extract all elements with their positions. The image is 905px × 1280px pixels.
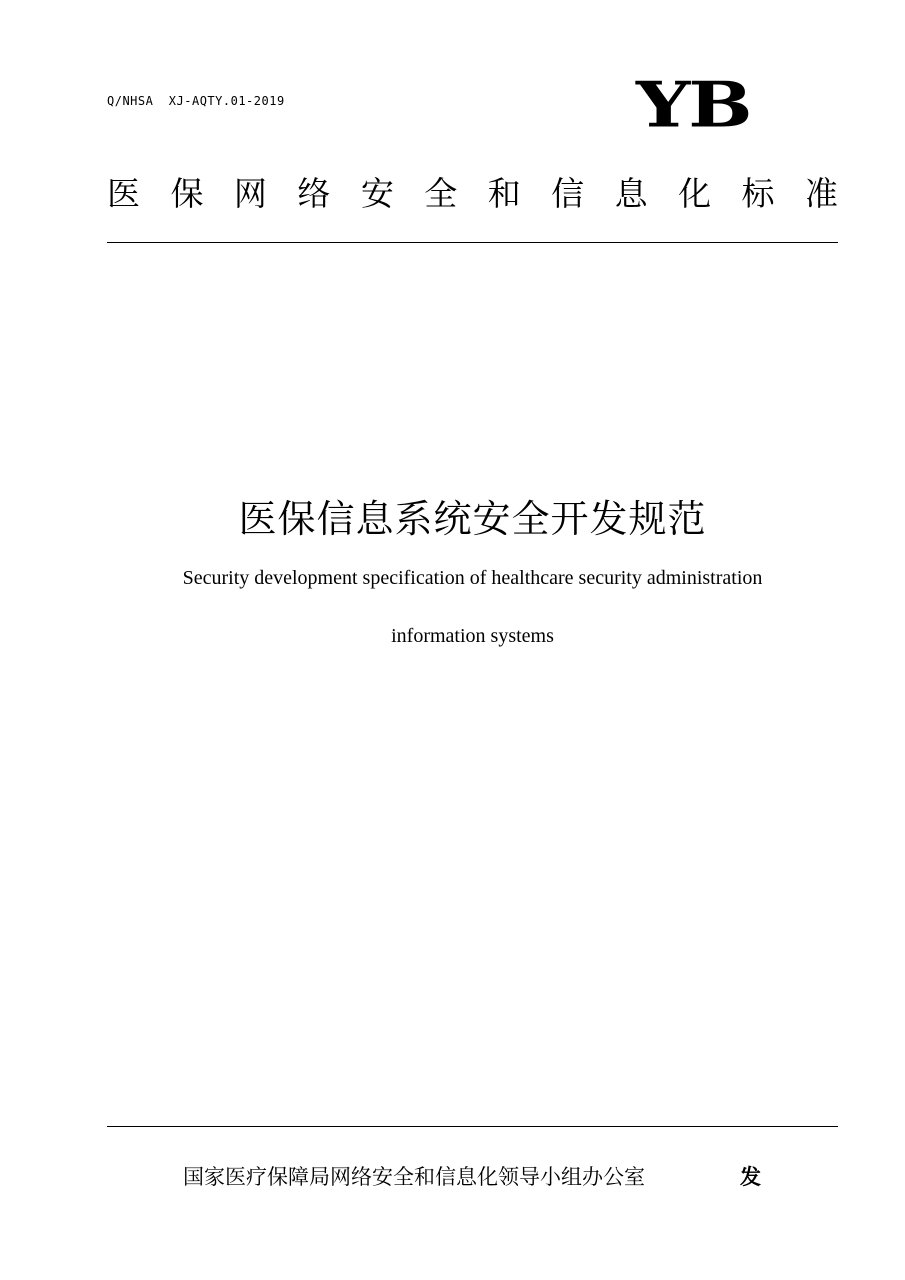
standard-category-title <box>107 174 838 214</box>
category-char: 医 <box>107 174 140 213</box>
category-char: 标 <box>741 174 775 213</box>
category-char: 息 <box>614 174 648 213</box>
category-char: 保 <box>170 174 204 213</box>
document-subtitle-line-2: information systems <box>391 625 554 647</box>
issue-mark: 发 <box>740 1165 761 1189</box>
category-char: 安 <box>360 174 394 213</box>
category-char: 化 <box>678 174 712 213</box>
category-char: 和 <box>487 174 521 213</box>
yb-logo: YB <box>636 68 751 142</box>
document-title: 医保信息系统安全开发规范 <box>238 497 707 541</box>
category-char: 信 <box>551 174 585 213</box>
category-char: 络 <box>297 174 331 213</box>
issuer-name: 国家医疗保障局网络安全和信息化领导小组办公室 <box>183 1165 645 1189</box>
top-divider <box>107 242 838 243</box>
category-char: 网 <box>233 174 267 213</box>
category-char: 准 <box>804 174 838 213</box>
document-subtitle-line-1: Security development specification of healthcare security administration <box>182 567 763 589</box>
standard-code: Q/NHSA XJ-AQTY.01-2019 <box>107 94 285 108</box>
bottom-divider <box>107 1126 838 1127</box>
category-char: 全 <box>424 174 458 213</box>
